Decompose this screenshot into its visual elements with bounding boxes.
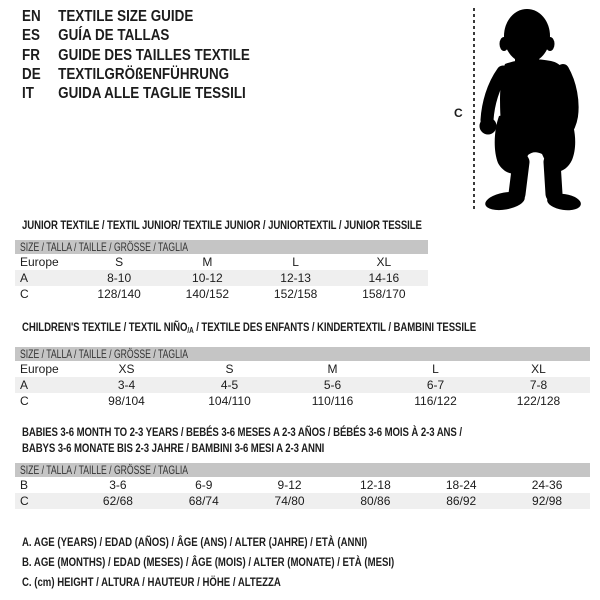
- height-measure-dotted-line: [473, 8, 475, 212]
- table-cell: L: [432, 362, 439, 376]
- table-cell: M: [327, 362, 338, 376]
- junior-table-title: JUNIOR TEXTILE / TEXTIL JUNIOR/ TEXTILE JUNIOR / JUNIORTEXTIL / JUNIOR TESSILE: [22, 218, 422, 232]
- table-cell: 10-12: [192, 271, 223, 285]
- table-row-height: [15, 493, 590, 509]
- table-row-height: [15, 393, 590, 409]
- lang-label: GUIDE DES TAILLES TEXTILE: [58, 46, 250, 64]
- table-cell: 6-9: [195, 478, 213, 492]
- table-cell: 9-12: [277, 478, 302, 492]
- row-label: B: [20, 478, 29, 492]
- table-cell: S: [225, 362, 234, 376]
- row-label: A: [20, 378, 29, 392]
- table-cell: S: [115, 255, 124, 269]
- table-cell: 4-5: [220, 378, 239, 392]
- table-cell: 12-13: [280, 271, 311, 285]
- babies-title-line1: BABIES 3-6 MONTH TO 2-3 YEARS / BEBÉS 3-6 MESES A 2-3 AÑOS / BÉBÉS 3-6 MOIS À 2-3 ANS /: [22, 425, 462, 439]
- table-cell: 6-7: [426, 378, 445, 392]
- table-row-europe: [15, 361, 590, 377]
- table-header-label: SIZE / TALLA / TAILLE / GRÖSSE / TAGLIA: [20, 347, 189, 361]
- table-header-label: SIZE / TALLA / TAILLE / GRÖSSE / TAGLIA: [20, 240, 189, 254]
- table-cell: 98/104: [108, 394, 145, 408]
- table-header-bar: [15, 463, 590, 477]
- table-row-europe: [15, 254, 428, 270]
- note-height-cm: C. (cm) HEIGHT / ALTURA / HAUTEUR / HÖHE / ALTEZZA: [22, 575, 281, 589]
- table-cell: L: [292, 255, 299, 269]
- table-header-label: SIZE / TALLA / TAILLE / GRÖSSE / TAGLIA: [20, 463, 189, 477]
- lang-row-de: [22, 66, 250, 85]
- row-label: A: [20, 271, 29, 285]
- children-title-rest: / TEXTILE DES ENFANTS / KINDERTEXTIL / BAMBINI TESSILE: [193, 320, 477, 334]
- table-cell: 24-36: [531, 478, 563, 492]
- table-row-age: [15, 270, 428, 286]
- table-cell: 110/116: [311, 394, 354, 408]
- children-title-main: CHILDREN'S TEXTILE / TEXTIL NIÑO: [22, 320, 188, 334]
- row-label: Europe: [20, 362, 59, 376]
- table-cell: 62/68: [102, 494, 133, 508]
- legend-notes: [22, 535, 487, 595]
- table-header-bar: [15, 240, 428, 254]
- children-table-title: [22, 319, 476, 339]
- table-cell: 128/140: [97, 287, 141, 301]
- table-row-age-months: [15, 477, 590, 493]
- table-cell: 158/170: [362, 287, 406, 301]
- table-cell: XS: [118, 362, 135, 376]
- table-cell: M: [202, 255, 213, 269]
- table-cell: 92/98: [532, 494, 563, 508]
- table-cell: 86/92: [446, 494, 477, 508]
- table-cell: 7-8: [529, 378, 548, 392]
- babies-title-line2: BABYS 3-6 MONATE BIS 2-3 JAHRE / BAMBINI 3-6 MESI A 2-3 ANNI: [22, 441, 325, 455]
- lang-label: TEXTILGRÖßENFÜHRUNG: [58, 65, 230, 83]
- table-cell: 5-6: [323, 378, 342, 392]
- row-label: C: [20, 494, 29, 508]
- table-cell: 152/158: [273, 287, 318, 301]
- lang-label: GUIDA ALLE TAGLIE TESSILI: [58, 85, 246, 103]
- table-cell: 140/152: [185, 287, 230, 301]
- children-title-subscript: /A: [187, 326, 194, 335]
- babies-size-table: [15, 463, 590, 509]
- lang-code: DE: [22, 65, 41, 83]
- table-header-bar: [15, 347, 590, 361]
- table-cell: 18-24: [445, 478, 477, 492]
- lang-code: FR: [22, 46, 40, 64]
- table-cell: 122/128: [516, 394, 561, 408]
- table-cell: XL: [531, 362, 546, 376]
- babies-table-title: [22, 424, 462, 456]
- lang-label: GUÍA DE TALLAS: [58, 27, 170, 45]
- table-cell: 80/86: [360, 494, 391, 508]
- lang-label: TEXTILE SIZE GUIDE: [58, 8, 194, 25]
- lang-code: EN: [22, 8, 41, 25]
- lang-code: IT: [22, 85, 34, 103]
- note-age-years: A. AGE (YEARS) / EDAD (AÑOS) / ÂGE (ANS) / ALTER (JAHRE) / ETÀ (ANNI): [22, 535, 368, 549]
- lang-code: ES: [22, 27, 40, 45]
- table-cell: 3-6: [109, 478, 127, 492]
- lang-row-it: [22, 85, 250, 104]
- lang-row-fr: [22, 47, 250, 66]
- table-cell: 68/74: [188, 494, 219, 508]
- junior-size-table: [15, 240, 428, 302]
- height-measure-label: C: [454, 106, 463, 120]
- language-header: [22, 8, 293, 104]
- row-label: C: [20, 394, 29, 408]
- baby-silhouette-icon: [479, 4, 600, 212]
- table-row-age: [15, 377, 590, 393]
- row-label: C: [20, 287, 29, 301]
- table-cell: 74/80: [274, 494, 305, 508]
- table-cell: 104/110: [208, 394, 251, 408]
- table-cell: 12-18: [360, 478, 391, 492]
- lang-row-es: [22, 27, 250, 46]
- table-cell: 8-10: [107, 271, 132, 285]
- note-age-months: B. AGE (MONTHS) / EDAD (MESES) / ÂGE (MOIS) / ALTER (MONATE) / ETÀ (MESI): [22, 555, 395, 569]
- row-label: Europe: [20, 255, 59, 269]
- table-cell: 116/122: [414, 394, 457, 408]
- table-cell: 14-16: [368, 271, 400, 285]
- children-size-table: [15, 347, 590, 409]
- table-row-height: [15, 286, 428, 302]
- table-cell: 3-4: [117, 378, 136, 392]
- lang-row-en: [22, 8, 250, 27]
- table-cell: XL: [376, 255, 392, 269]
